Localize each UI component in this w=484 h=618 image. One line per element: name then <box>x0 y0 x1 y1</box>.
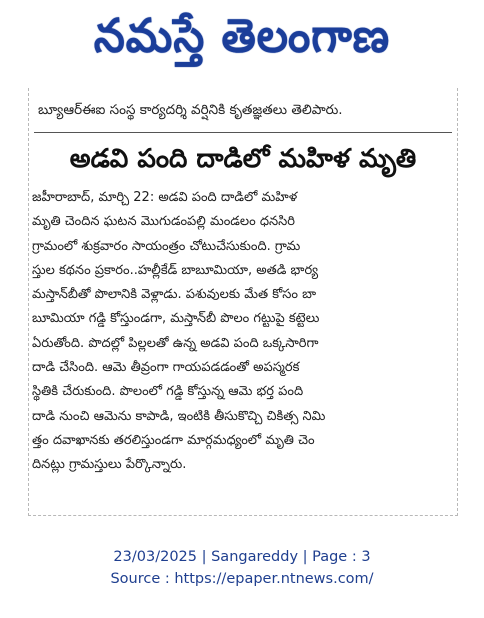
newspaper-logo: నమస్తే తెలంగాణ <box>93 9 391 64</box>
article-body-line: మస్తాన్‌బీతో పొలానికి వెళ్లాడు. పశువులకు మేత కోసం బా <box>32 287 317 303</box>
article-body-line: స్తుల కథనం ప్రకారం..హల్లీకేడ్ బాబూమియా, అతడి భార్య <box>32 262 319 278</box>
article-headline: అడవి పంది దాడిలో మహిళ మృతి <box>69 144 417 174</box>
article-body-line: ఏరుతోంది. పొదల్లో పిల్లలతో ఉన్న అడవి పంది ఒక్కసారిగా <box>32 335 319 351</box>
headline-divider <box>34 132 452 133</box>
article-body-line: దాడి నుంచి ఆమెను కాపాడి, ఇంటికి తీసుకొచ్చి చికిత్స నిమి <box>32 408 326 424</box>
article-body-line: త్తం దవాఖానకు తరలిస్తుండగా మార్గమధ్యంలో మృతి చెం <box>32 432 315 448</box>
edition-info: 23/03/2025 | Sangareddy | Page : 3 <box>113 549 371 565</box>
source-footer <box>0 546 484 590</box>
article-body <box>32 186 452 478</box>
article-body-line: దాడి చేసింది. ఆమె తీవ్రంగా గాయపడడంతో అపస్మరక <box>32 360 300 376</box>
news-clipping <box>28 88 458 516</box>
article-body-line: జహీరాబాద్, మార్చి 22: అడవి పంది దాడిలో మహిళ <box>32 190 298 205</box>
article-body-line: బూమియా గడ్డి కోస్తుండగా, మస్తాన్‌బీ పొలం గట్టుపై కట్టెలు <box>32 311 320 327</box>
masthead <box>0 0 484 84</box>
previous-article-tail: బ్యూఆర్ఈఐ సంస్థ కార్యదర్శి వర్షినికి కృతజ్ఞతలు తెలిపారు. <box>38 102 343 118</box>
article-body-line: దినట్లు గ్రామస్తులు పేర్కొన్నారు. <box>32 457 187 473</box>
article-body-line: స్థితికి చేరుకుంది. పొలంలో గడ్డి కోస్తున్న ఆమె భర్త పంది <box>32 384 304 400</box>
clip-border-bottom <box>28 515 458 516</box>
article-body-line: మృతి చెందిన ఘటన మొగుడంపల్లి మండలం ధనసిరి <box>32 214 295 230</box>
source-url: Source : https://epaper.ntnews.com/ <box>110 571 374 587</box>
article-body-line: గ్రామంలో శుక్రవారం సాయంత్రం చోటుచేసుకుంది. గ్రామ <box>32 238 301 254</box>
